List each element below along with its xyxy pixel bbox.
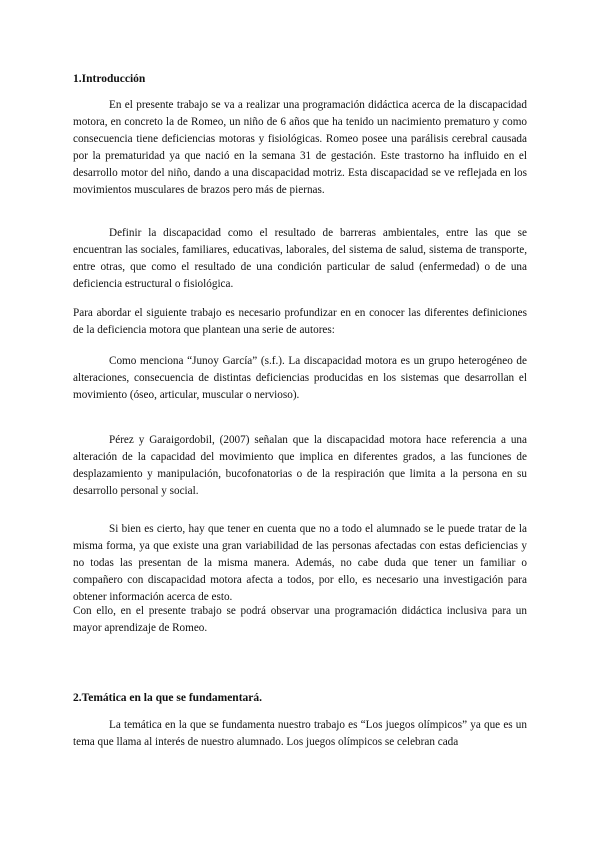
section-1-paragraph-4: Como menciona “Junoy García” (s.f.). La discapacidad motora es un grupo heterogéneo de alteraciones, consecuencia de distintas deficiencias producidas en los sistemas que desarrollan el movimiento (óseo, articular, muscular o nervioso). bbox=[73, 355, 527, 401]
section-1-paragraph-7: Con ello, en el presente trabajo se podrá observar una programación didáctica inclusiva para un mayor aprendizaje de Romeo. bbox=[73, 605, 527, 634]
section-1-paragraph-2: Definir la discapacidad como el resultado de barreras ambientales, entre las que se encuentran las sociales, familiares, educativas, laborales, del sistema de salud, sistema de transporte, entre otras, que como el resultado de una condición particular de salud (enfermedad) o de una deficiencia estructural o fisiológica. bbox=[73, 227, 527, 290]
section-2-paragraph-1: La temática en la que se fundamenta nuestro trabajo es “Los juegos olímpicos” ya que es un tema que llama al interés de nuestro alumnado. Los juegos olímpicos se celebran cada bbox=[73, 719, 527, 748]
section-1-paragraph-3: Para abordar el siguiente trabajo es necesario profundizar en en conocer las diferentes definiciones de la deficiencia motora que plantean una serie de autores: bbox=[73, 307, 527, 336]
section-1-paragraph-5: Pérez y Garaigordobil, (2007) señalan que la discapacidad motora hace referencia a una alteración de la capacidad del movimiento que implica en diferentes grados, a las funciones de desplazamiento y manipulación, bucofonatorias o de la respiración que limita a la persona en su desarrollo personal y social. bbox=[73, 434, 527, 497]
section-1-heading: 1.Introducción bbox=[73, 73, 146, 85]
section-1-paragraph-1: En el presente trabajo se va a realizar una programación didáctica acerca de la discapacidad motora, en concreto la de Romeo, un niño de 6 años que ha tenido un nacimiento prematuro y como consecuencia tiene deficiencias motoras y fisiológicas. Romeo posee una parálisis cerebral causada por la prematuridad ya que nació en la semana 31 de gestación. Este trastorno ha influido en el desarrollo motor del niño, dando a una discapacidad motriz. Esta discapacidad se ve reflejada en los movimientos musculares de brazos pero más de piernas. bbox=[73, 99, 527, 196]
section-1-paragraph-6: Si bien es cierto, hay que tener en cuenta que no a todo el alumnado se le puede tratar de la misma forma, ya que existe una gran variabilidad de las personas afectadas con estas deficiencias y no todas las presentan de la misma manera. Además, no cabe duda que tener un familiar o compañero con discapacidad motora afecta a todos, por ello, es necesario una investigación para obtener información acerca de esto. bbox=[73, 523, 527, 603]
section-2-heading: 2.Temática en la que se fundamentará. bbox=[73, 692, 263, 704]
